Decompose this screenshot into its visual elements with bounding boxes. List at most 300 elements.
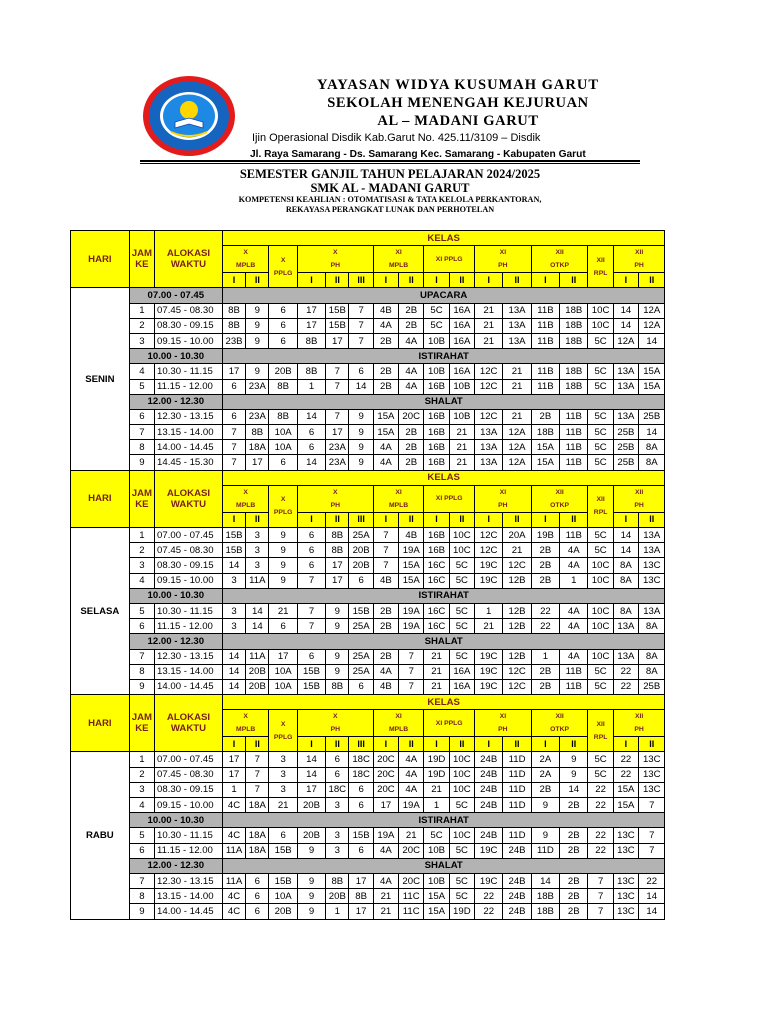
schedule-cell: 1 [560, 573, 588, 588]
schedule-cell: 3 [269, 782, 297, 797]
competency-line-2: REKAYASA PERANGKAT LUNAK DAN PERHOTELAN [285, 205, 495, 214]
time-slot: 12.30 - 13.15 [155, 409, 223, 424]
class-sub-header: I [475, 512, 503, 527]
break-label: SHALAT [222, 858, 665, 873]
schedule-cell: 2B [560, 843, 588, 858]
class-sub-header: II [326, 512, 349, 527]
schedule-cell: 10C [449, 528, 474, 543]
schedule-cell: 11A [246, 573, 269, 588]
class-sub-header: III [349, 273, 373, 288]
schedule-cell: 4C [222, 798, 245, 813]
time-slot: 11.15 - 12.00 [155, 379, 223, 394]
schedule-cell: 18A [246, 440, 269, 455]
jam-number: 9 [129, 455, 154, 470]
lesson-row [71, 679, 697, 694]
hari-header: HARI [71, 231, 130, 288]
class-group-header: XII OTKP [531, 485, 588, 512]
schedule-cell: 9 [297, 904, 325, 919]
schedule-cell: 25A [349, 664, 373, 679]
schedule-cell: 6 [349, 782, 373, 797]
schedule-cell: 24B [503, 904, 531, 919]
schedule-cell: 12C [475, 379, 503, 394]
schedule-cell: 7 [297, 603, 325, 618]
schedule-cell: 6 [269, 333, 297, 348]
schedule-cell: 7 [639, 828, 665, 843]
schedule-cell: 13C [639, 573, 665, 588]
schedule-cell: 2A [531, 752, 559, 767]
schedule-cell: 6 [297, 528, 325, 543]
time-slot: 13.15 - 14.00 [155, 889, 223, 904]
lesson-row [71, 543, 697, 558]
jam-number: 1 [129, 303, 154, 318]
schedule-cell: 24B [475, 828, 503, 843]
schedule-cell: 11B [560, 679, 588, 694]
lesson-row [71, 649, 697, 664]
schedule-cell: 24B [475, 782, 503, 797]
class-group-header: XI PH [475, 485, 532, 512]
schedule-cell: 1 [424, 798, 449, 813]
schedule-cell: 2B [560, 828, 588, 843]
schedule-cell: 21 [503, 409, 531, 424]
schedule-cell: 4A [373, 664, 398, 679]
schedule-cell: 9 [269, 543, 297, 558]
lesson-row [71, 528, 697, 543]
schedule-cell: 12C [475, 528, 503, 543]
schedule-cell: 16A [449, 664, 474, 679]
schedule-cell: 9 [269, 558, 297, 573]
schedule-cell: 9 [531, 798, 559, 813]
schedule-cell: 13A [503, 303, 531, 318]
schedule-cell: 16B [424, 440, 449, 455]
schedule-cell: 5C [588, 455, 613, 470]
organization-block [248, 76, 668, 163]
schedule-cell: 7 [588, 889, 613, 904]
schedule-cell: 23A [326, 455, 349, 470]
class-group-header: XII OTKP [531, 710, 588, 737]
schedule-cell: 10A [269, 664, 297, 679]
schedule-cell: 12C [503, 664, 531, 679]
header-row-kelas [71, 470, 697, 485]
schedule-cell: 14 [222, 649, 245, 664]
schedule-cell: 5C [449, 558, 474, 573]
class-sub-header: III [349, 737, 373, 752]
schedule-cell: 7 [373, 528, 398, 543]
schedule-cell: 6 [246, 889, 269, 904]
schedule-cell: 2B [373, 333, 398, 348]
schedule-cell: 13C [613, 904, 638, 919]
jam-number: 6 [129, 619, 154, 634]
schedule-cell: 8B [326, 873, 349, 888]
schedule-cell: 5C [588, 333, 613, 348]
schedule-cell: 8B [326, 679, 349, 694]
schedule-cell: 18B [531, 425, 559, 440]
schedule-cell: 11C [399, 889, 424, 904]
schedule-cell: 14 [222, 558, 245, 573]
schedule-cell: 4A [399, 767, 424, 782]
schedule-cell: 14 [560, 782, 588, 797]
schedule-cell: 12B [503, 619, 531, 634]
letterhead [0, 0, 768, 225]
lesson-row [71, 843, 697, 858]
schedule-cell: 14 [639, 904, 665, 919]
schedule-cell: 13C [639, 752, 665, 767]
schedule-cell: 11B [560, 664, 588, 679]
schedule-cell: 2B [531, 409, 559, 424]
jam-number: 5 [129, 603, 154, 618]
break-row [71, 813, 697, 828]
break-time: 12.00 - 12.30 [129, 394, 222, 409]
schedule-cell: 9 [349, 409, 373, 424]
class-sub-header: II [326, 737, 349, 752]
time-slot: 09.15 - 10.00 [155, 333, 223, 348]
schedule-cell: 4B [373, 303, 398, 318]
schedule-cell: 22 [588, 782, 613, 797]
schedule-cell: 2B [560, 798, 588, 813]
schedule-cell: 1 [326, 904, 349, 919]
schedule-table [70, 230, 697, 920]
class-group-header: XI MPLB [373, 485, 424, 512]
schedule-cell: 19A [373, 828, 398, 843]
schedule-cell: 5C [424, 828, 449, 843]
schedule-cell: 7 [639, 843, 665, 858]
time-slot: 10.30 - 11.15 [155, 603, 223, 618]
schedule-cell: 14 [531, 873, 559, 888]
lesson-row [71, 573, 697, 588]
schedule-cell: 15A [399, 558, 424, 573]
schedule-cell: 5C [449, 798, 474, 813]
schedule-cell: 15A [373, 425, 398, 440]
schedule-cell: 5C [588, 425, 613, 440]
schedule-cell: 22 [588, 843, 613, 858]
schedule-cell: 16B [424, 528, 449, 543]
alokasi-waktu-header: ALOKASI WAKTU [155, 695, 223, 752]
schedule-cell: 21 [373, 889, 398, 904]
schedule-cell: 16C [424, 619, 449, 634]
schedule-cell: 8A [613, 573, 638, 588]
class-sub-header: II [503, 737, 531, 752]
schedule-cell: 11B [531, 318, 559, 333]
schedule-cell: 22 [588, 828, 613, 843]
school-type: SEKOLAH MENENGAH KEJURUAN [327, 95, 589, 111]
break-label: ISTIRAHAT [222, 588, 665, 603]
time-slot: 12.30 - 13.15 [155, 649, 223, 664]
class-group-header: XII OTKP [531, 246, 588, 273]
schedule-cell: 2B [399, 425, 424, 440]
lesson-row [71, 752, 697, 767]
schedule-cell: 5C [588, 379, 613, 394]
class-group-header: XI PH [475, 246, 532, 273]
schedule-cell: 16B [424, 379, 449, 394]
schedule-cell: 11B [531, 379, 559, 394]
schedule-cell: 6 [349, 573, 373, 588]
schedule-cell: 6 [269, 303, 297, 318]
schedule-cell: 12C [503, 558, 531, 573]
schedule-cell: 4A [399, 379, 424, 394]
schedule-cell: 7 [373, 543, 398, 558]
schedule-cell: 6 [269, 828, 297, 843]
lesson-row [71, 409, 697, 424]
schedule-cell: 12A [613, 333, 638, 348]
schedule-cell: 25B [639, 679, 665, 694]
schedule-cell: 18A [246, 843, 269, 858]
schedule-cell: 9 [246, 364, 269, 379]
schedule-cell: 10C [449, 752, 474, 767]
schedule-cell: 20B [269, 364, 297, 379]
lesson-row [71, 873, 697, 888]
schedule-cell: 8A [639, 440, 665, 455]
schedule-cell: 12C [475, 543, 503, 558]
letterhead-rule-thin [140, 163, 640, 164]
schedule-cell: 17 [222, 752, 245, 767]
class-sub-header: II [399, 273, 424, 288]
jam-number: 3 [129, 558, 154, 573]
schedule-cell: 18B [560, 333, 588, 348]
schedule-cell: 15A [613, 782, 638, 797]
break-time: 12.00 - 12.30 [129, 858, 222, 873]
schedule-cell: 7 [222, 425, 245, 440]
header-row-kelas [71, 695, 697, 710]
schedule-cell: 10A [269, 889, 297, 904]
schedule-cell: 19A [399, 543, 424, 558]
schedule-cell: 23A [326, 440, 349, 455]
class-sub-header: I [424, 737, 449, 752]
break-label: ISTIRAHAT [222, 813, 665, 828]
schedule-cell: 7 [588, 873, 613, 888]
time-slot: 07.45 - 08.30 [155, 543, 223, 558]
class-group-header: XII RPL [588, 485, 613, 527]
class-sub-header: I [222, 737, 245, 752]
schedule-cell: 15A [613, 798, 638, 813]
competency-line-1: KOMPETENSI KEAHLIAN : OTOMATISASI & TATA KELOLA PERKANTORAN, [238, 195, 542, 204]
schedule-cell: 11B [560, 528, 588, 543]
schedule-cell: 20B [246, 679, 269, 694]
schedule-cell: 16A [449, 333, 474, 348]
schedule-cell: 11B [560, 440, 588, 455]
schedule-cell: 20B [269, 904, 297, 919]
schedule-cell: 18C [326, 782, 349, 797]
schedule-cell: 19D [449, 904, 474, 919]
schedule-cell: 13C [613, 828, 638, 843]
class-sub-header: II [503, 273, 531, 288]
jam-number: 8 [129, 440, 154, 455]
schedule-cell: 18C [349, 752, 373, 767]
jam-number: 3 [129, 333, 154, 348]
schedule-cell: 6 [297, 425, 325, 440]
schedule-cell: 6 [269, 619, 297, 634]
class-sub-header: II [503, 512, 531, 527]
schedule-cell: 22 [613, 767, 638, 782]
schedule-cell: 7 [246, 752, 269, 767]
schedule-cell: 7 [399, 649, 424, 664]
jam-number: 2 [129, 318, 154, 333]
schedule-cell: 11B [560, 409, 588, 424]
time-slot: 08.30 - 09.15 [155, 318, 223, 333]
class-sub-header: II [560, 737, 588, 752]
schedule-cell: 21 [424, 782, 449, 797]
class-sub-header: I [222, 512, 245, 527]
schedule-cell: 2B [373, 649, 398, 664]
schedule-cell: 15B [297, 679, 325, 694]
schedule-cell: 6 [222, 379, 245, 394]
schedule-cell: 12C [503, 679, 531, 694]
schedule-cell: 15B [349, 828, 373, 843]
schedule-cell: 7 [222, 440, 245, 455]
class-sub-header: II [560, 273, 588, 288]
schedule-cell: 9 [560, 752, 588, 767]
jam-number: 4 [129, 798, 154, 813]
schedule-cell: 5C [424, 318, 449, 333]
day-name: SENIN [71, 288, 130, 470]
class-group-header: X PH [297, 485, 373, 512]
class-sub-header: I [531, 273, 559, 288]
schedule-cell: 6 [222, 409, 245, 424]
class-sub-header: I [373, 512, 398, 527]
schedule-cell: 11B [531, 303, 559, 318]
schedule-cell: 13C [613, 889, 638, 904]
schedule-cell: 17 [373, 798, 398, 813]
schedule-cell: 14 [297, 409, 325, 424]
schedule-cell: 4A [373, 318, 398, 333]
schedule-cell: 18B [560, 379, 588, 394]
schedule-cell: 14 [349, 379, 373, 394]
break-row [71, 394, 697, 409]
schedule-cell: 11D [503, 767, 531, 782]
schedule-cell: 20C [373, 782, 398, 797]
schedule-cell: 1 [297, 379, 325, 394]
schedule-cell: 9 [326, 603, 349, 618]
schedule-cell: 21 [373, 904, 398, 919]
schedule-cell: 25A [349, 649, 373, 664]
schedule-cell: 3 [246, 543, 269, 558]
schedule-cell: 25B [613, 455, 638, 470]
lesson-row [71, 303, 697, 318]
time-slot: 08.30 - 09.15 [155, 782, 223, 797]
schedule-cell: 2B [531, 573, 559, 588]
schedule-cell: 10B [424, 364, 449, 379]
schedule-cell: 8B [349, 889, 373, 904]
schedule-cell: 15B [326, 318, 349, 333]
schedule-cell: 20B [246, 664, 269, 679]
schedule-cell: 8A [639, 664, 665, 679]
jam-number: 4 [129, 364, 154, 379]
schedule-cell: 9 [269, 573, 297, 588]
schedule-cell: 1 [222, 782, 245, 797]
schedule-cell: 20C [399, 409, 424, 424]
schedule-cell: 6 [326, 752, 349, 767]
schedule-cell: 9 [246, 318, 269, 333]
schedule-cell: 22 [613, 752, 638, 767]
schedule-cell: 15A [531, 455, 559, 470]
class-group-header: XII PH [613, 485, 665, 512]
schedule-cell: 21 [399, 828, 424, 843]
schedule-cell: 12C [475, 409, 503, 424]
schedule-cell: 7 [349, 333, 373, 348]
schedule-cell: 11B [531, 333, 559, 348]
schedule-cell: 7 [326, 409, 349, 424]
schedule-cell: 17 [326, 558, 349, 573]
class-group-header: X PPLG [269, 246, 297, 288]
document-title [170, 167, 610, 215]
schedule-cell: 21 [475, 303, 503, 318]
schedule-cell: 8B [297, 364, 325, 379]
schedule-cell: 7 [297, 619, 325, 634]
break-time: 10.00 - 10.30 [129, 588, 222, 603]
schedule-cell: 5C [588, 679, 613, 694]
schedule-cell: 13C [639, 767, 665, 782]
schedule-cell: 7 [297, 573, 325, 588]
schedule-cell: 7 [399, 664, 424, 679]
schedule-cell: 13A [639, 543, 665, 558]
schedule-cell: 6 [246, 873, 269, 888]
schedule-cell: 15B [297, 664, 325, 679]
schedule-cell: 5C [588, 752, 613, 767]
schedule-cell: 8B [269, 409, 297, 424]
schedule-cell: 13A [475, 425, 503, 440]
class-sub-header: II [246, 737, 269, 752]
schedule-cell: 15B [269, 843, 297, 858]
schedule-cell: 11D [503, 752, 531, 767]
time-slot: 14.00 - 14.45 [155, 679, 223, 694]
schedule-cell: 5C [424, 303, 449, 318]
schedule-cell: 20B [326, 889, 349, 904]
class-group-header: XI MPLB [373, 710, 424, 737]
schedule-cell: 2B [399, 440, 424, 455]
lesson-row [71, 379, 697, 394]
schedule-cell: 21 [475, 318, 503, 333]
schedule-cell: 2B [531, 782, 559, 797]
class-group-header: X MPLB [222, 485, 269, 512]
schedule-cell: 22 [613, 664, 638, 679]
class-sub-header: I [424, 273, 449, 288]
alokasi-waktu-header: ALOKASI WAKTU [155, 231, 223, 288]
class-group-header: XII RPL [588, 246, 613, 288]
school-name: AL – MADANI GARUT [377, 113, 539, 129]
schedule-cell: 19C [475, 843, 503, 858]
schedule-cell: 23A [246, 409, 269, 424]
schedule-cell: 14 [613, 303, 638, 318]
schedule-cell: 7 [588, 904, 613, 919]
break-row [71, 288, 697, 303]
schedule-cell: 19A [399, 603, 424, 618]
schedule-cell: 19B [531, 528, 559, 543]
schedule-cell: 10C [449, 767, 474, 782]
time-slot: 12.30 - 13.15 [155, 873, 223, 888]
schedule-cell: 2B [560, 904, 588, 919]
class-sub-header: I [613, 273, 638, 288]
schedule-cell: 19C [475, 873, 503, 888]
schedule-cell: 16B [424, 455, 449, 470]
schedule-cell: 2B [373, 603, 398, 618]
schedule-cell: 5C [588, 528, 613, 543]
break-row [71, 588, 697, 603]
schedule-cell: 8B [246, 425, 269, 440]
schedule-cell: 21 [449, 425, 474, 440]
schedule-cell: 13C [613, 873, 638, 888]
schedule-cell: 6 [349, 798, 373, 813]
school-title: SMK AL - MADANI GARUT [310, 181, 470, 195]
schedule-cell: 12C [475, 364, 503, 379]
schedule-cell: 15A [639, 364, 665, 379]
school-logo [141, 74, 237, 158]
schedule-cell: 10A [269, 679, 297, 694]
schedule-cell: 16A [449, 364, 474, 379]
schedule-cell: 22 [588, 798, 613, 813]
schedule-cell: 2B [399, 318, 424, 333]
schedule-cell: 14 [222, 679, 245, 694]
alokasi-waktu-header: ALOKASI WAKTU [155, 470, 223, 527]
schedule-cell: 5C [449, 619, 474, 634]
schedule-cell: 13A [613, 364, 638, 379]
